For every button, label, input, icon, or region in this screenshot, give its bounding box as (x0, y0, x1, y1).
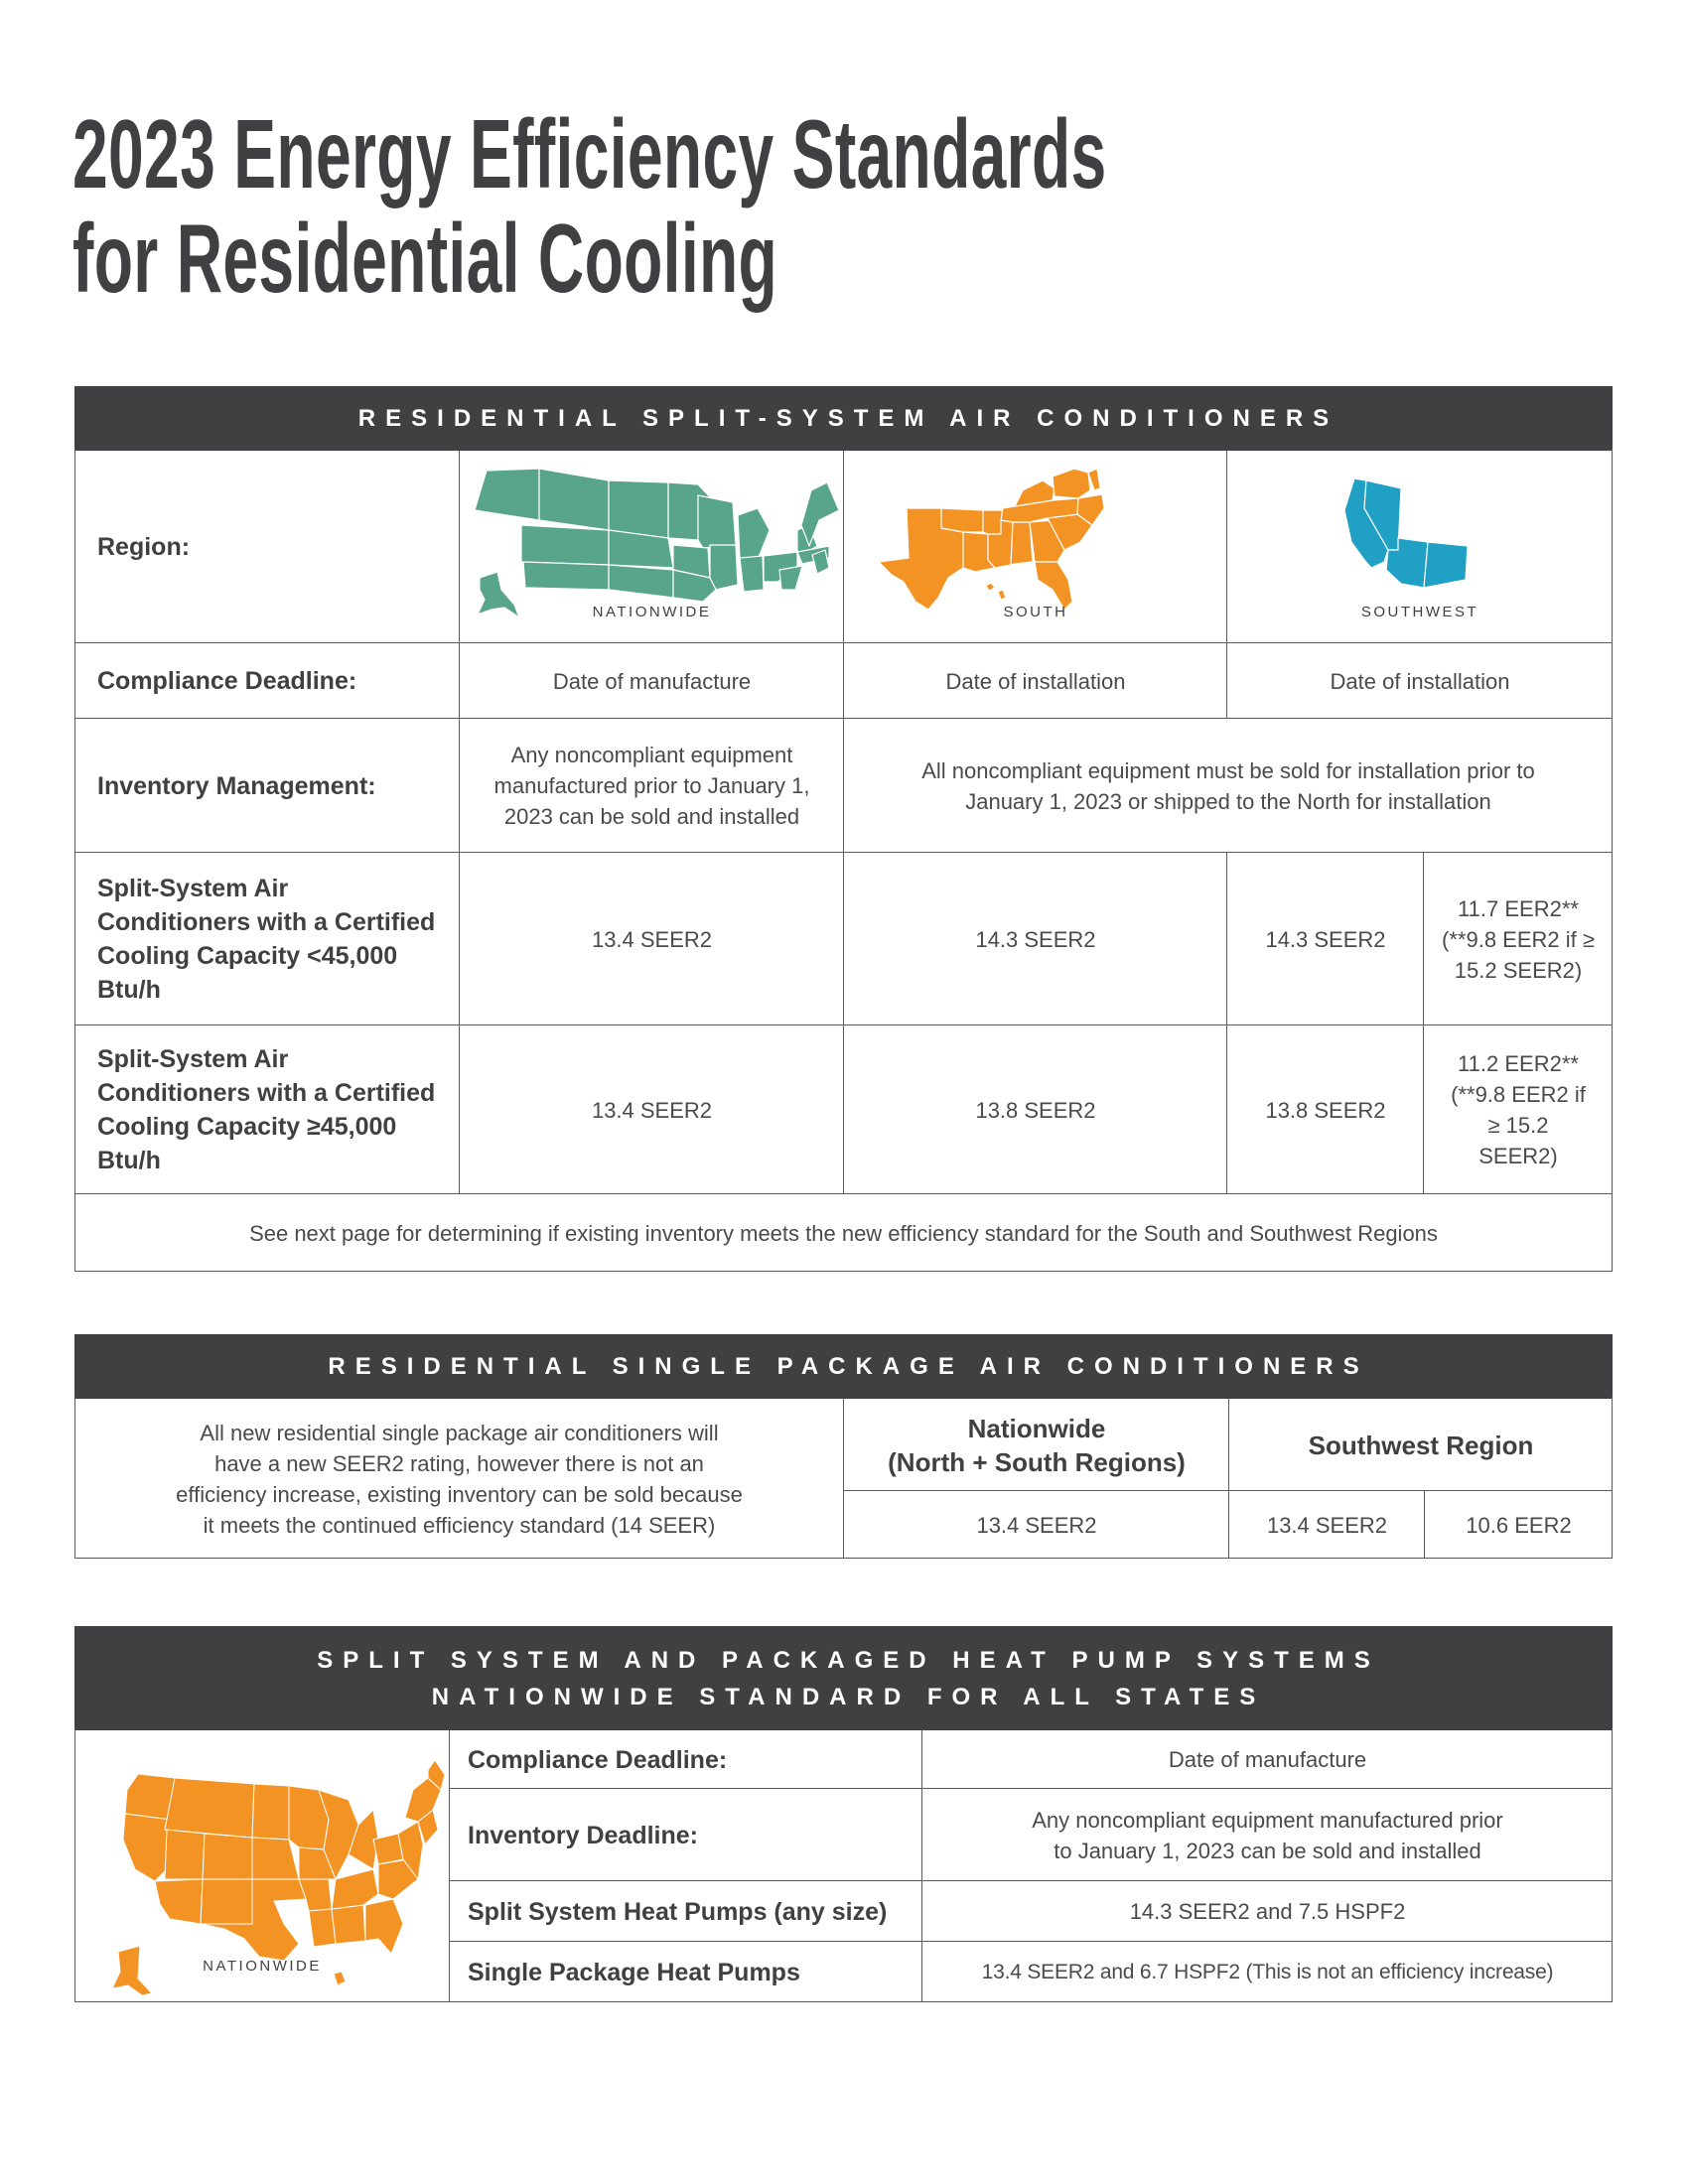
region-south (844, 451, 1227, 643)
col-head-southwest: Southwest Region (1308, 1430, 1534, 1460)
col-head-nationwide-line2: (North + South Regions) (888, 1446, 1186, 1477)
region-label: Region: (97, 533, 191, 561)
row-under-45000-southwest-eer: 11.7 EER2** (**9.8 EER2 if ≥ 15.2 SEER2) (1442, 895, 1595, 983)
row-over-45000-southwest-seer: 13.8 SEER2 (1265, 1097, 1386, 1123)
region-south-label: SOUTH (1003, 604, 1068, 620)
hp-inventory-label: Inventory Deadline: (468, 1821, 698, 1849)
hp-compliance-label: Compliance Deadline: (468, 1745, 728, 1774)
row-under-45000-nationwide: 13.4 SEER2 (591, 926, 713, 952)
split-system-footnote: See next page for determining if existing inventory meets the new efficiency standard for the South and Southwest Regions (249, 1220, 1438, 1246)
region-southwest-label: SOUTHWEST (1360, 604, 1479, 620)
single-package-southwest-seer: 13.4 SEER2 (1266, 1512, 1388, 1538)
single-package-header-text: RESIDENTIAL SINGLE PACKAGE AIR CONDITIONERS (328, 1353, 1369, 1380)
region-nationwide (460, 451, 844, 643)
row-over-45000-nationwide: 13.4 SEER2 (591, 1097, 713, 1123)
region-southwest (1227, 451, 1613, 643)
hp-split-system-label: Split System Heat Pumps (any size) (468, 1897, 888, 1926)
heat-pump-map-cell (75, 1730, 449, 2002)
row-under-45000-southwest-seer: 14.3 SEER2 (1265, 926, 1386, 952)
compliance-south: Date of installation (945, 668, 1126, 694)
col-head-nationwide-line1: Nationwide (967, 1413, 1106, 1443)
hp-inventory-value: Any noncompliant equipment manufactured prior to January 1, 2023 can be sold and installed (1032, 1807, 1503, 1863)
single-package-description: All new residential single package air conditioners will have a new SEER2 rating, however there is not an efficiency increase, existing inventory can be sold because it meets the continued efficiency standard (14 SEER) (176, 1420, 743, 1538)
heat-pump-map-label: NATIONWIDE (203, 1958, 322, 1975)
compliance-deadline-label: Compliance Deadline: (97, 667, 357, 695)
hp-compliance-value: Date of manufacture (1168, 1747, 1367, 1772)
compliance-southwest: Date of installation (1330, 668, 1510, 694)
row-over-45000-south: 13.8 SEER2 (975, 1097, 1096, 1123)
row-under-45000-south: 14.3 SEER2 (975, 926, 1096, 952)
row-label-over-45000: Split-System Air Conditioners with a Certified Cooling Capacity ≥45,000 Btu/h (97, 1045, 436, 1174)
split-system-header (74, 386, 1613, 451)
split-system-header-text: RESIDENTIAL SPLIT-SYSTEM AIR CONDITIONERS (357, 405, 1339, 432)
single-package-header (74, 1334, 1613, 1399)
row-over-45000-southwest-eer: 11.2 EER2** (**9.8 EER2 if ≥ 15.2 SEER2) (1451, 1051, 1586, 1168)
hp-split-system-value: 14.3 SEER2 and 7.5 HSPF2 (1129, 1899, 1406, 1924)
inventory-management-label: Inventory Management: (97, 771, 376, 800)
row-label-under-45000: Split-System Air Conditioners with a Certified Cooling Capacity <45,000 Btu/h (97, 875, 436, 1004)
inventory-south-southwest: All noncompliant equipment must be sold for installation prior to January 1, 2023 or shipped to the North for installation (921, 757, 1535, 814)
page-title-line-1: 2023 Energy Efficiency Standards (72, 99, 1107, 208)
col-head-nationwide (844, 1399, 1229, 1491)
single-package-southwest-eer: 10.6 EER2 (1466, 1512, 1572, 1538)
inventory-nationwide: Any noncompliant equipment manufactured prior to January 1, 2023 can be sold and installed (493, 743, 810, 829)
page-title-line-2: for Residential Cooling (72, 204, 778, 313)
heat-pump-header-line1: SPLIT SYSTEM AND PACKAGED HEAT PUMP SYSTEMS (317, 1646, 1380, 1674)
compliance-nationwide: Date of manufacture (552, 668, 752, 694)
heat-pump-header (74, 1626, 1613, 1730)
region-nationwide-label: NATIONWIDE (592, 604, 712, 620)
single-package-nationwide-value: 13.4 SEER2 (976, 1512, 1097, 1538)
hp-single-package-label: Single Package Heat Pumps (468, 1958, 800, 1986)
hp-single-package-value: 13.4 SEER2 and 6.7 HSPF2 (This is not an efficiency increase) (981, 1961, 1554, 1983)
heat-pump-header-line2: NATIONWIDE STANDARD FOR ALL STATES (431, 1683, 1266, 1710)
